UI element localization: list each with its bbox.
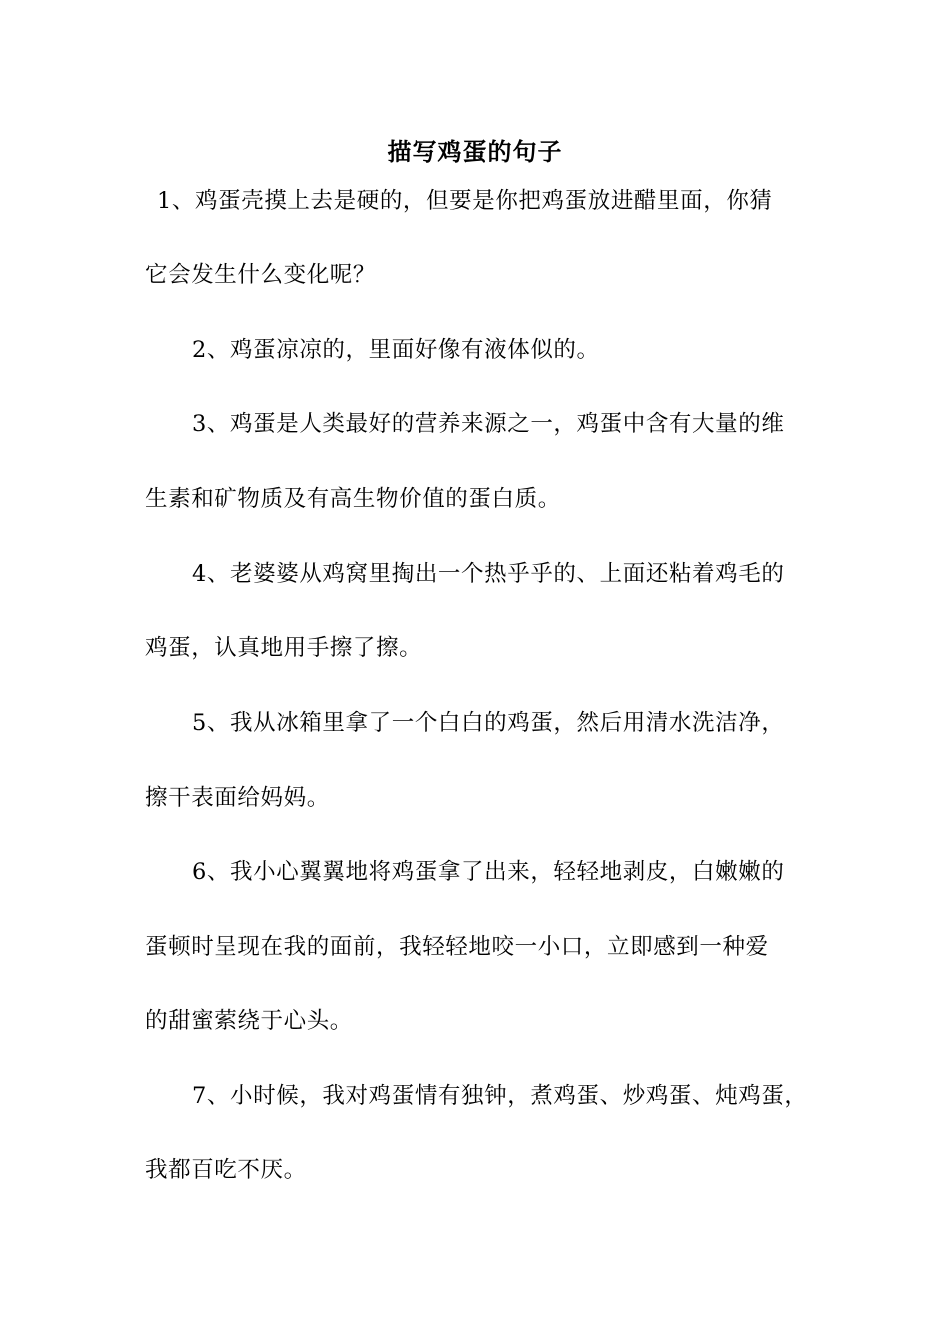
sentence-3-line-1: 3、鸡蛋是人类最好的营养来源之一，鸡蛋中含有大量的维: [192, 411, 785, 437]
sentence-7-line-2: 我都百吃不厌。: [145, 1157, 307, 1183]
sentence-1-line-2: 它会发生什么变化呢？: [145, 262, 377, 288]
sentence-2-line-1: 2、鸡蛋凉凉的，里面好像有液体似的。: [192, 337, 600, 363]
sentence-4-line-2: 鸡蛋，认真地用手擦了擦。: [145, 635, 423, 661]
sentence-6-line-2: 蛋顿时呈现在我的面前，我轻轻地咬一小口，立即感到一种爱: [145, 934, 769, 960]
document-title: 描写鸡蛋的句子: [387, 137, 563, 166]
sentence-5-line-2: 擦干表面给妈妈。: [145, 785, 330, 811]
sentence-4-line-1: 4、老婆婆从鸡窝里掏出一个热乎乎的、上面还粘着鸡毛的: [192, 561, 785, 587]
sentence-1-line-1: 1、鸡蛋壳摸上去是硬的，但要是你把鸡蛋放进醋里面，你猜: [157, 188, 773, 214]
sentence-3-line-2: 生素和矿物质及有高生物价值的蛋白质。: [145, 486, 561, 512]
sentence-5-line-1: 5、我从冰箱里拿了一个白白的鸡蛋，然后用清水洗洁净，: [192, 710, 785, 736]
sentence-6-line-3: 的甜蜜萦绕于心头。: [145, 1008, 353, 1034]
sentence-6-line-1: 6、我小心翼翼地将鸡蛋拿了出来，轻轻地剥皮，白嫩嫩的: [192, 859, 785, 885]
sentence-7-line-1: 7、小时候，我对鸡蛋情有独钟，煮鸡蛋、炒鸡蛋、炖鸡蛋，: [192, 1083, 808, 1109]
